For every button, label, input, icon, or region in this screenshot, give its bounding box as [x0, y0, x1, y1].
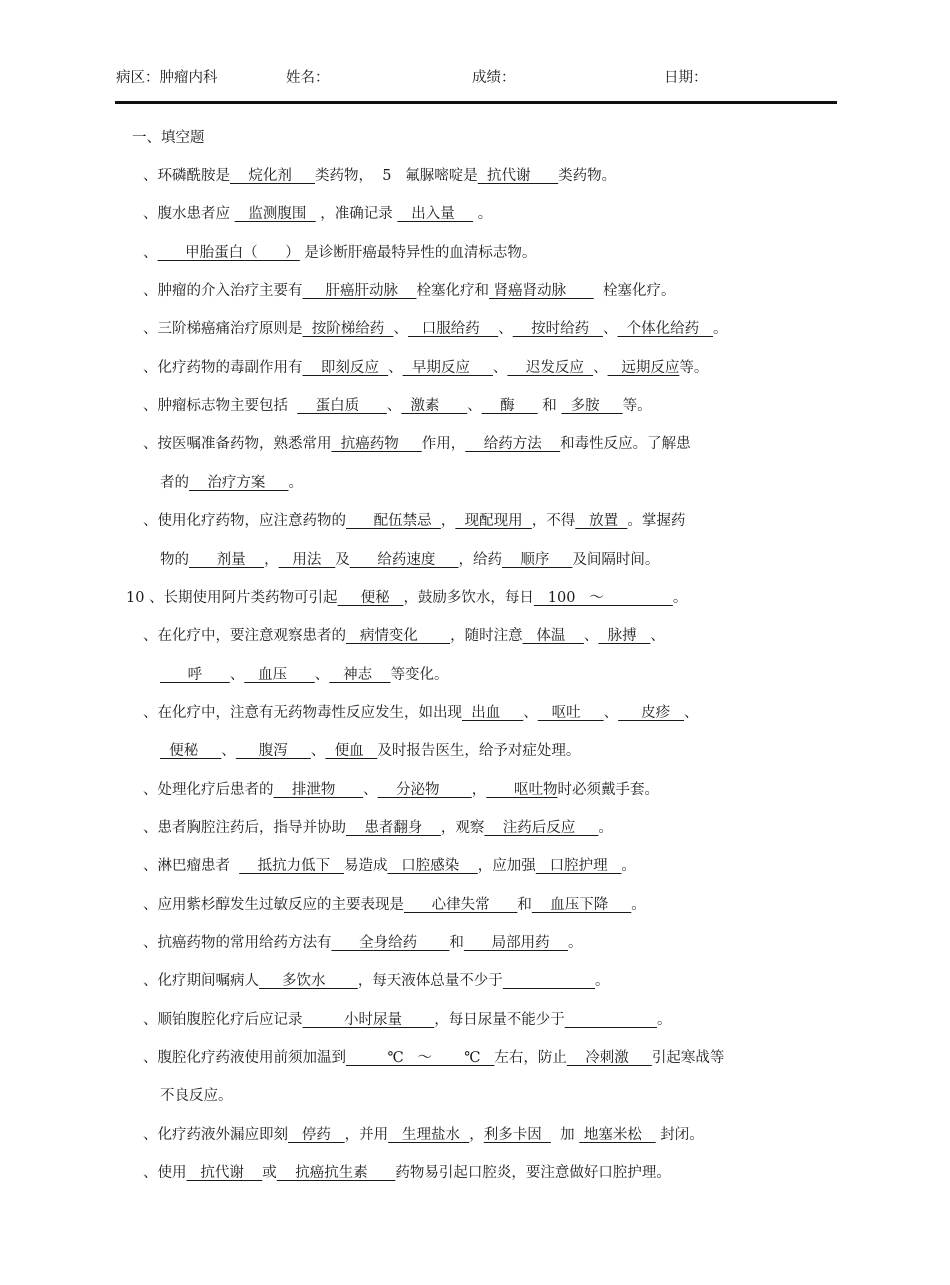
ward-field: 病区：肿瘤内科 [116, 70, 218, 86]
question-text: 物的 [160, 552, 189, 568]
question-text: 和 [537, 398, 562, 414]
question-text: 。 [631, 897, 646, 913]
answer-blank: 抗代谢 [477, 168, 559, 184]
answer-blank: 神志 [329, 667, 391, 683]
answer-blank: 注药后反应 [484, 820, 599, 836]
question-text: 、处理化疗后患者的 [143, 782, 274, 798]
answer-blank: ℃ ～ ℃ [346, 1050, 495, 1066]
question-item [143, 358, 708, 378]
question-item [143, 1163, 671, 1183]
answer-blank: 监测腹围 [234, 206, 316, 222]
question-continuation [160, 665, 449, 685]
score-field: 成绩： [472, 70, 516, 86]
answer-blank: 呼 [160, 667, 230, 683]
question-text: 、 [363, 782, 378, 798]
question-text: 、肿瘤的介入治疗主要有 [143, 283, 303, 299]
answer-blank: 个体化给药 [617, 321, 714, 337]
question-text: 、顺铂腹腔化疗后应记录 [143, 1012, 303, 1028]
question-text: 作用， [421, 436, 466, 452]
answer-blank: 腹泻 [235, 743, 311, 759]
question-item [143, 1125, 704, 1145]
answer-blank: 利多卡因 [483, 1127, 551, 1143]
question-text: 。 [595, 973, 610, 989]
answer-blank: 患者翻身 [346, 820, 441, 836]
question-text: 和 [449, 935, 464, 951]
answer-blank: 呕吐 [537, 705, 604, 721]
question-text: 加 [550, 1127, 580, 1143]
question-text: 、患者胸腔注药后，指导并协助 [143, 820, 346, 836]
answer-blank: 酶 [481, 398, 538, 414]
question-item [143, 166, 616, 186]
question-text: 。 [621, 858, 636, 874]
question-text: ，不得 [531, 513, 576, 529]
answer-blank: 口腔护理 [535, 858, 622, 874]
answer-blank: 治疗方案 [189, 475, 289, 491]
answer-blank: 呕吐物 [486, 782, 558, 798]
question-text: 。 [713, 321, 728, 337]
question-text: 、 [221, 743, 236, 759]
answer-blank: 迟发反应 [507, 360, 594, 376]
answer-blank: 早期反应 [402, 360, 493, 376]
question-continuation [160, 550, 659, 570]
question-text: 等。 [679, 360, 709, 376]
question-text: 、 [583, 628, 599, 644]
section-title: 一、填空题 [132, 130, 205, 146]
question-item [143, 319, 728, 339]
question-item [143, 243, 536, 263]
question-text: 、在化疗中，注意有无药物毒性反应发生，如出现 [143, 705, 462, 721]
question-text: 、三阶梯癌痛治疗原则是 [143, 321, 303, 337]
answer-blank: 便秘 [337, 590, 404, 606]
question-text: 、 [310, 743, 326, 759]
question-text: 封闭。 [655, 1127, 704, 1143]
question-text: 、化疗药物的毒副作用有 [143, 360, 303, 376]
question-text: 、腹水患者应 [143, 206, 235, 222]
answer-blank: 抵抗力低下 [239, 858, 344, 874]
answer-blank: 体温 [522, 628, 584, 644]
question-text: ，并用 [344, 1127, 389, 1143]
question-text: 类药物， 5 氟脲嘧啶是 [314, 168, 478, 184]
answer-blank: 现配现用 [455, 513, 532, 529]
question-text: 和 [517, 897, 532, 913]
question-item [143, 434, 691, 454]
question-item [143, 396, 652, 416]
answer-blank [565, 1012, 657, 1028]
question-text: 时必须戴手套。 [557, 782, 659, 798]
question-item [143, 818, 613, 838]
question-text: ，给药 [458, 552, 502, 568]
answer-blank: 即刻反应 [302, 360, 389, 376]
question-continuation [160, 473, 303, 493]
question-text: 易造成 [343, 858, 388, 874]
question-text: 及间隔时间。 [572, 552, 660, 568]
question-text: 、淋巴瘤患者 [143, 858, 240, 874]
question-text: 、 [386, 398, 402, 414]
question-text: ， [469, 1127, 484, 1143]
answer-blank: 口服给药 [407, 321, 499, 337]
answer-blank: 局部用药 [463, 935, 569, 951]
answer-blank: 病情变化 [346, 628, 451, 644]
question-item [143, 511, 685, 531]
question-text: ， [264, 552, 279, 568]
answer-blank: 冷刺激 [566, 1050, 652, 1066]
answer-blank: 多胺 [561, 398, 623, 414]
answer-blank: 分泌物 [377, 782, 472, 798]
question-text: 或 [262, 1165, 277, 1181]
answer-blank: 抗癌药物 [331, 436, 422, 452]
answer-blank: 给药方法 [465, 436, 561, 452]
answer-blank: 多饮水 [259, 973, 358, 989]
question-text: 栓塞化疗。 [593, 283, 676, 299]
answer-blank [503, 973, 595, 989]
answer-blank: 顺序 [501, 552, 573, 568]
answer-blank: 蛋白质 [297, 398, 387, 414]
question-text: 、 [229, 667, 245, 683]
question-text: 、化疗期间嘱病人 [143, 973, 259, 989]
question-text: 者的 [160, 475, 189, 491]
question-text: 是诊断肝癌最特异性的血清标志物。 [299, 245, 537, 261]
question-text: 、 [492, 360, 508, 376]
question-text: 等。 [622, 398, 652, 414]
answer-blank: 出血 [462, 705, 524, 721]
answer-blank: 肾癌肾动脉 [488, 283, 594, 299]
question-item [143, 1048, 724, 1068]
question-text: 。 [473, 206, 493, 222]
question-text: ，每日尿量不能少于 [434, 1012, 565, 1028]
question-continuation [160, 1086, 233, 1106]
question-text: 。掌握药 [627, 513, 686, 529]
question-continuation [160, 741, 580, 761]
answer-blank: 口腔感染 [387, 858, 478, 874]
question-text: 、 [603, 705, 619, 721]
question-text: 、在化疗中，要注意观察患者的 [143, 628, 346, 644]
question-text: 、 [593, 360, 608, 376]
answer-blank: 放置 [575, 513, 628, 529]
answer-blank: 配伍禁忌 [346, 513, 441, 529]
question-item [143, 933, 583, 953]
answer-blank: 全身给药 [331, 935, 450, 951]
question-text: 、 [498, 321, 513, 337]
answer-blank: 血压 [244, 667, 315, 683]
answer-blank: 停药 [288, 1127, 345, 1143]
answer-blank: 给药速度 [349, 552, 459, 568]
answer-blank: 100 ～ [533, 590, 673, 606]
question-text: 、 [650, 628, 665, 644]
question-text: 。 [672, 590, 688, 606]
answer-blank: 用法 [278, 552, 336, 568]
question-item [143, 1010, 671, 1030]
answer-blank: 抗代谢 [186, 1165, 263, 1181]
question-text: ， [440, 513, 456, 529]
document-header [0, 0, 950, 110]
question-text: 、腹腔化疗药液使用前须加温到 [143, 1050, 346, 1066]
question-text: ，随时注意 [450, 628, 523, 644]
question-text: 、化疗药液外漏应即刻 [143, 1127, 288, 1143]
question-text: 、肿瘤标志物主要包括 [143, 398, 298, 414]
question-text: ，鼓励多饮水，每日 [403, 590, 534, 606]
question-text: 。 [598, 820, 613, 836]
answer-blank: 甲胎蛋白（ ） [157, 245, 300, 261]
answer-blank: 剂量 [189, 552, 265, 568]
answer-blank: 出入量 [397, 206, 474, 222]
question-text: 、 [602, 321, 618, 337]
question-item [143, 281, 675, 301]
question-number: 10 [126, 590, 150, 606]
answer-blank: 生理盐水 [388, 1127, 470, 1143]
answer-blank: 按时给药 [512, 321, 603, 337]
question-text: ，每天液体总量不少于 [357, 973, 503, 989]
question-text: 。 [656, 1012, 672, 1028]
question-item [143, 204, 492, 224]
question-item [143, 895, 646, 915]
question-text: 、 [523, 705, 538, 721]
question-text: ， [471, 782, 487, 798]
question-text: 类药物。 [558, 168, 617, 184]
question-text: ，应加强 [477, 858, 536, 874]
answer-blank: 脉搏 [598, 628, 651, 644]
question-item [143, 780, 659, 800]
question-text: 、 [314, 667, 330, 683]
answer-blank: 便秘 [160, 743, 222, 759]
question-text: 不良反应。 [160, 1088, 233, 1104]
answer-blank: 肝癌肝动脉 [302, 283, 417, 299]
answer-blank: 抗癌抗生素 [276, 1165, 396, 1181]
answer-blank: 小时尿量 [302, 1012, 435, 1028]
question-text: 引起寒战等 [651, 1050, 725, 1066]
question-text: 、 [393, 321, 408, 337]
question-text: 、抗癌药物的常用给药方法有 [143, 935, 332, 951]
question-item [126, 588, 687, 608]
question-text: 、 [388, 360, 403, 376]
question-text: 及 [335, 552, 350, 568]
question-text: ，准确记录 [315, 206, 398, 222]
question-text: 、 [467, 398, 482, 414]
header-rule [115, 101, 837, 104]
question-text: 及时报告医生，给予对症处理。 [377, 743, 581, 759]
answer-blank: 皮疹 [618, 705, 685, 721]
question-text: 和毒性反应。了解患 [560, 436, 691, 452]
question-item [143, 856, 636, 876]
question-text: 栓塞化疗和 [416, 283, 489, 299]
question-item [143, 971, 610, 991]
question-text: 左右，防止 [494, 1050, 567, 1066]
answer-blank: 地塞米松 [579, 1127, 656, 1143]
question-text: 、长期使用阿片类药物可引起 [149, 590, 338, 606]
answer-blank: 烷化剂 [230, 168, 315, 184]
question-text: 。 [288, 475, 303, 491]
question-text: 、 [684, 705, 699, 721]
question-text: 、使用化疗药物，应注意药物的 [143, 513, 346, 529]
answer-blank: 按阶梯给药 [302, 321, 394, 337]
question-text: 、环磷酰胺是 [143, 168, 230, 184]
question-text: ，观察 [440, 820, 485, 836]
question-text: 、按医嘱准备药物，熟悉常用 [143, 436, 332, 452]
question-text: 等变化。 [390, 667, 449, 683]
answer-blank: 血压下降 [531, 897, 632, 913]
question-text: 、使用 [143, 1165, 187, 1181]
date-field: 日期： [664, 70, 708, 86]
question-item [143, 626, 665, 646]
question-text: 。 [568, 935, 583, 951]
answer-blank: 排泄物 [273, 782, 364, 798]
question-text: 药物易引起口腔炎，要注意做好口腔护理。 [395, 1165, 671, 1181]
question-text: 、 [143, 245, 158, 261]
question-text: 、应用紫杉醇发生过敏反应的主要表现是 [143, 897, 404, 913]
name-field: 姓名： [286, 70, 330, 86]
question-item [143, 703, 699, 723]
answer-blank: 激素 [401, 398, 468, 414]
answer-blank: 远期反应 [607, 360, 680, 376]
answer-blank: 心律失常 [404, 897, 518, 913]
answer-blank: 便血 [325, 743, 378, 759]
